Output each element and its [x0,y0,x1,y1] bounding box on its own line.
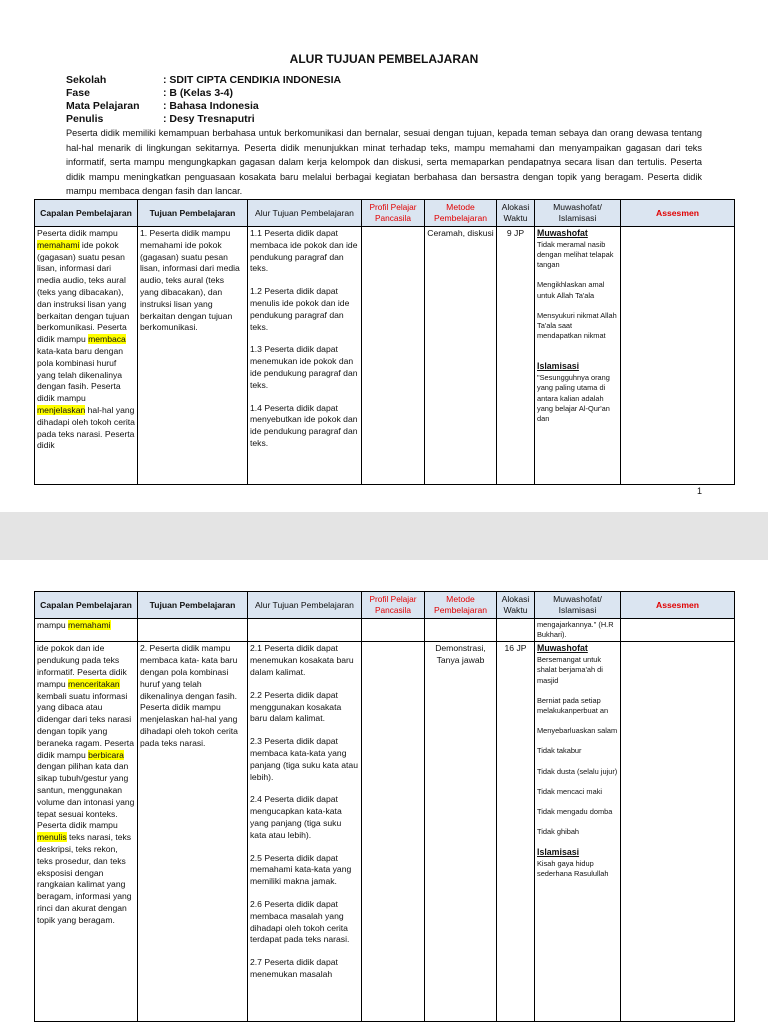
capaian-text: kata-kata baru dengan pola kombinasi huruf yang telah dikenalinya dengan fasih. Peserta didik mampu [37,345,124,404]
alur-item: 2.6 Peserta didik dapat membaca masalah yang dihadapi oleh tokoh cerita terdapat pada teks narasi. [250,898,350,945]
islamisasi-heading: Islamisasi [537,361,580,372]
capaian-text: teks narasi, teks deskripsi, teks rekon, teks prosedur, dan teks eksposisi dengan rangkaian kalimat yang beragam, informasi yang rinci dan akurat dengan topik yang beragam. [37,832,132,925]
alur-item: 1.4 Peserta didik dapat menyebutkan ide pokok dan ide pendukung paragraf dan teks. [250,402,358,448]
islamisasi-heading: Islamisasi [537,847,580,858]
alur-item: 2.3 Peserta didik dapat membaca kata-kata yang panjang (tiga suku kata atau lebih). [250,736,358,782]
meta-value: : Bahasa Indonesia [163,100,259,112]
header-tujuan: Tujuan Pembelajaran [138,200,248,227]
intro-paragraph: Peserta didik memiliki kemampuan berbahasa untuk berkomunikasi dan bernalar, sesuai dengan tujuan, kepada teman sebaya dan orang dewasa tentang hal-hal menarik di lingkungan sekitarnya. Peserta didik menunjukkan minat terhadap teks, mampu memahami dan menyampaikan gagasan dari teks informatif, serta mampu mengungkapkan gagasan dalam kerja kelompok dan diskusi, serta memaparkan pendapatnya secara lisan dan tertulis. Peserta didik mampu meningkatkan penguasaan kosakata baru melalui berbagai kegiatan berbahasa dan bersastra dengan topik yang beragam. Peserta didik mampu membaca dengan fasih dan lancar. [66,128,702,196]
atp-table-page-1 [34,199,735,485]
cell-assesmen [621,227,735,485]
header-muwashofat: Muwashofat/ Islamisasi [535,592,621,619]
muwashofat-item: Tidak mencaci maki [537,786,603,796]
capaian-text: Peserta didik mampu [37,228,118,238]
meta-key: Penulis [66,113,104,125]
header-capaian: Capalan Pembelajaran [35,200,138,227]
alur-item: 2.2 Peserta didik dapat menggunakan kosakata baru dalam kalimat. [250,689,342,724]
muwashofat-item: Tidak mengadu domba [537,807,613,817]
cell-assesmen [621,642,735,1022]
header-tujuan: Tujuan Pembelajaran [138,592,248,619]
muwashofat-item: Tidak ghibah [537,827,580,837]
meta-key: Mata Pelajaran [66,100,140,112]
table-row [35,642,735,1022]
highlight-keyword: memahami [37,239,80,250]
header-metode: Metode Pembelajaran [425,200,497,227]
highlight-keyword: menjelaskan [37,404,86,415]
cell-capaian [35,642,138,1022]
highlight-keyword: memahami [68,620,111,630]
header-metode: Metode Pembelajaran [425,592,497,619]
table-header-row [35,200,735,227]
muwashofat-heading: Muwashofat [537,228,588,238]
muwashofat-item: Tidak dusta (selalu jujur) [537,766,618,776]
meta-key: Fase [66,87,90,99]
cell-alokasi: 9 JP [497,227,535,485]
header-muwashofat: Muwashofat/ Islamisasi [535,200,621,227]
cell-tujuan: 1. Peserta didik mampu memahami ide pokok (gagasan) suatu pesan lisan, informasi dari media audio, teks aural (teks yang dibacakan), dan instruksi lisan yang berkaitan dengan tujuan berkomunikasi. [138,227,248,485]
cell-metode: Ceramah, diskusi [425,227,497,485]
muwashofat-heading: Muwashofat [537,643,588,654]
islamisasi-text: Kisah gaya hidup sederhana Rasulullah [537,859,609,879]
table-header-row [35,592,735,619]
highlight-keyword: membaca [88,334,126,345]
muwashofat-item: Mengikhlaskan amal untuk Allah Ta'ala [537,280,605,300]
cell-capaian [35,619,138,642]
muwashofat-item: Tidak takabur [537,746,582,756]
cell-alokasi [497,619,535,642]
table-row [35,227,735,485]
muwashofat-item: Menyebarluaskan salam [537,726,618,736]
header-alur: Alur Tujuan Pembelajaran [248,200,362,227]
capaian-text: ide pokok (gagasan) suatu pesan lisan, informasi dari media audio, teks aural (teks yang dibacakan), dan instruksi lisan yang berkaitan dengan tujuan berkomunikasi. Peserta didik mampu [37,239,130,345]
header-assesmen: Assesmen [621,592,735,619]
cell-capaian [35,227,138,485]
header-profil: Profil Pelajar Pancasila [362,200,425,227]
alur-item: 2.1 Peserta didik dapat menemukan kosakata baru dalam kalimat. [250,643,354,677]
capaian-text: dengan pilihan kata dan sikap tubuh/gestur yang santun, menggunakan volume dan intonasi yang tepat sesuai konteks. Peserta didik mampu [37,761,135,831]
header-capaian: Capalan Pembelajaran [35,592,138,619]
alur-item: 2.5 Peserta didik dapat memahami kata-kata yang memiliki makna jamak. [250,852,352,887]
highlight-keyword: berbicara [88,749,124,760]
cell-muwashofat [535,642,621,1022]
header-assesmen: Assesmen [621,200,735,227]
cell-tujuan [138,619,248,642]
document-page-2 [0,560,768,1024]
header-alokasi: Alokasi Waktu [497,592,535,619]
alur-item: 1.1 Peserta didik dapat membaca ide pokok dan ide pendukung paragraf dan teks. [250,228,358,274]
alur-item: 2.4 Peserta didik dapat mengucapkan kata-kata yang panjang (tiga suku kata atau lebih). [250,794,342,840]
capaian-text: kembali suatu informasi yang dibaca atau didengar dari teks narasi dengan topik yang beraneka ragam. Peserta didik mampu [37,690,134,760]
capaian-text: mampu [37,620,69,630]
cell-alur [248,642,362,1022]
cell-tujuan: 2. Peserta didik mampu membaca kata- kata baru dengan pola kombinasi huruf yang telah dikenalinya dengan fasih. Peserta didik mampu menjelaskan hal-hal yang dihadapi oleh tokoh cerita pada teks narasi. [138,642,248,1022]
cell-metode: Demonstrasi, Tanya jawab [425,642,497,1022]
muwashofat-item: Tidak meramal nasib dengan melihat telapak tangan [537,239,614,270]
cell-metode [425,619,497,642]
alur-item: 1.2 Peserta didik dapat menulis ide pokok dan ide pendukung paragraf dan teks. [250,286,350,332]
cell-alokasi: 16 JP [497,642,535,1022]
meta-value: : Desy Tresnaputri [163,113,255,125]
cell-alur [248,227,362,485]
cell-profil [362,642,425,1022]
muwashofat-item: Berniat pada setiap melakukanperbuat an [537,695,609,716]
alur-item: 2.7 Peserta didik dapat menemukan masalah [250,957,338,979]
highlight-keyword: menulis [37,832,67,843]
cell-muwashofat [535,227,621,485]
header-alur: Alur Tujuan Pembelajaran [248,592,362,619]
capaian-text: ide pokok dan ide pendukung pada teks informatif. Peserta didik mampu [37,643,127,689]
capaian-text: hal-hal yang dihadapi oleh tokoh cerita pada teks narasi. Peserta didik [37,404,135,451]
cell-profil [362,619,425,642]
page-number: 1 [696,486,702,496]
meta-value: : SDIT CIPTA CENDIKIA INDONESIA [163,74,342,86]
table-row [35,619,735,642]
atp-table-page-2 [34,591,735,1022]
cell-alur [248,619,362,642]
cell-profil [362,227,425,485]
cell-muwashofat: mengajarkannya." (H.R Bukhari). [535,619,621,642]
header-profil: Profil Pelajar Pancasila [362,592,425,619]
islamisasi-text: "Sesungguhnya orang yang paling utama di antara kalian adalah yang belajar Al-Qur'an dan [537,373,610,424]
highlight-keyword: menceritakan [68,678,120,689]
meta-key: Sekolah [66,74,107,86]
muwashofat-item: Bersemangat untuk shalat berjama'ah di masjid [537,655,603,685]
document-title: ALUR TUJUAN PEMBELAJARAN [289,52,479,66]
alur-item: 1.3 Peserta didik dapat menemukan ide pokok dan ide pendukung paragraf dan teks. [250,344,358,390]
muwashofat-item: Mensyukuri nikmat Allah Ta'ala saat mendapatkan nikmat [537,310,617,341]
header-alokasi: Alokasi Waktu [497,200,535,227]
cell-assesmen [621,619,735,642]
meta-value: : B (Kelas 3-4) [163,87,234,99]
